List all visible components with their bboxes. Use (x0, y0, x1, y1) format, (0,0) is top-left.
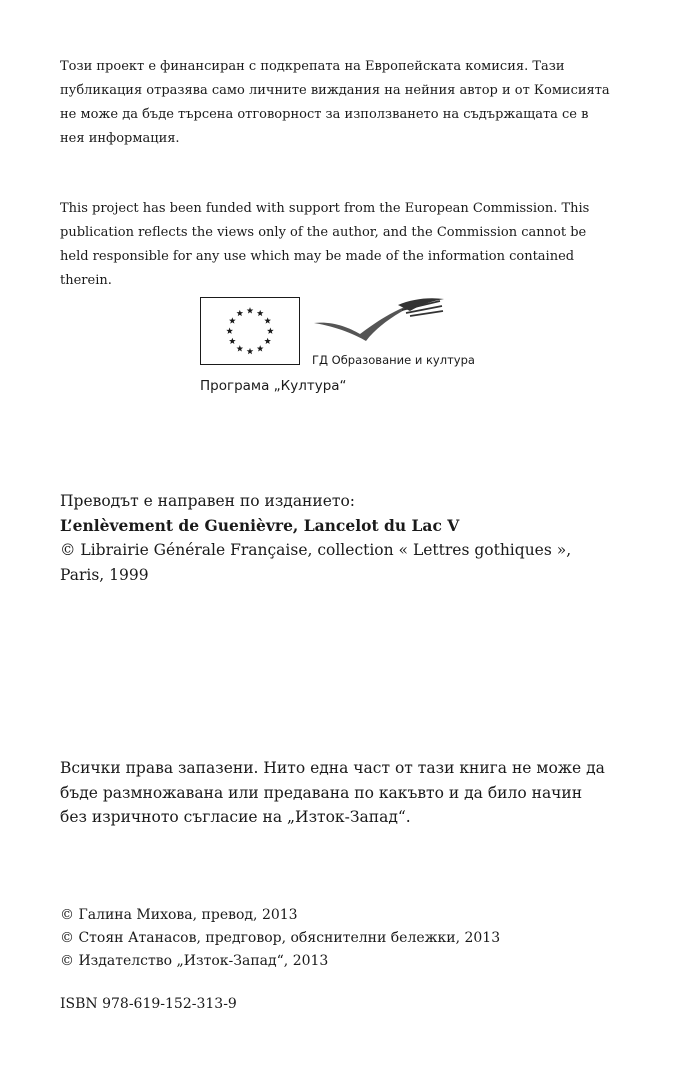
isbn: ISBN 978-619-152-313-9 (60, 996, 237, 1012)
funding-notice-en-line: therein. (60, 273, 112, 288)
source-intro: Преводът е направен по изданието: (60, 492, 356, 510)
eu-flag-star (267, 328, 274, 334)
eu-flag-star (229, 317, 236, 323)
funding-notice-bg-line: Този проект е финансиран с подкрепата на Европейската комисия. Тази (60, 59, 565, 74)
eu-flag-star (264, 338, 271, 344)
funding-notice-bulgarian (60, 55, 620, 151)
translation-source (60, 489, 650, 587)
rights-line: Всички права запазени. Нито една част от тази книга не може да (60, 759, 605, 777)
eu-flag-star (236, 345, 243, 351)
funding-notice-bg-line: нея информация. (60, 131, 180, 146)
funding-notice-en-line: held responsible for any use which may be made of the information contained (60, 249, 575, 264)
copyright-line: © Издателство „Изток-Запад“, 2013 (60, 953, 329, 969)
eu-flag-star (247, 307, 254, 313)
source-publisher: © Librairie Générale Française, collection « Lettres gothiques », (60, 541, 572, 559)
copyright-line: © Стоян Атанасов, предговор, обяснителни бележки, 2013 (60, 930, 501, 946)
funding-notice-en-line: This project has been funded with support from the European Commission. This (60, 201, 590, 216)
lifelong-learning-swoosh-icon (312, 297, 447, 347)
eu-flag-star (264, 317, 271, 323)
dg-education-culture-label: ГД Образование и култура (312, 353, 475, 367)
source-title: L’enlèvement de Guenièvre, Lancelot du Lac V (60, 515, 460, 535)
eu-flag-star (257, 310, 264, 316)
eu-flag-star (236, 310, 243, 316)
funding-notice-en-line: publication reflects the views only of the author, and the Commission cannot be (60, 225, 587, 240)
rights-reserved (60, 756, 650, 830)
copyright-line: © Галина Михова, превод, 2013 (60, 907, 298, 923)
copyright-list (60, 904, 650, 973)
funding-notice-english (60, 197, 620, 293)
culture-programme-label: Програма „Култура“ (200, 378, 347, 394)
eu-flag-star (229, 338, 236, 344)
eu-flag-star (247, 348, 254, 354)
rights-line: бъде размножавана или предавана по какъвто и да било начин (60, 783, 583, 802)
rights-line: без изричното съгласие на „Изток-Запад“. (60, 808, 411, 826)
eu-flag-star (226, 328, 233, 334)
eu-flag-icon (200, 297, 300, 365)
source-place-year: Paris, 1999 (60, 565, 149, 584)
funding-logos (200, 297, 500, 377)
eu-flag-star (257, 345, 264, 351)
funding-notice-bg-line: публикация отразява само личните виждания на нейния автор и от Комисията (60, 83, 610, 98)
funding-notice-bg-line: не може да бъде търсена отговорност за използването на съдържащата се в (60, 107, 589, 122)
